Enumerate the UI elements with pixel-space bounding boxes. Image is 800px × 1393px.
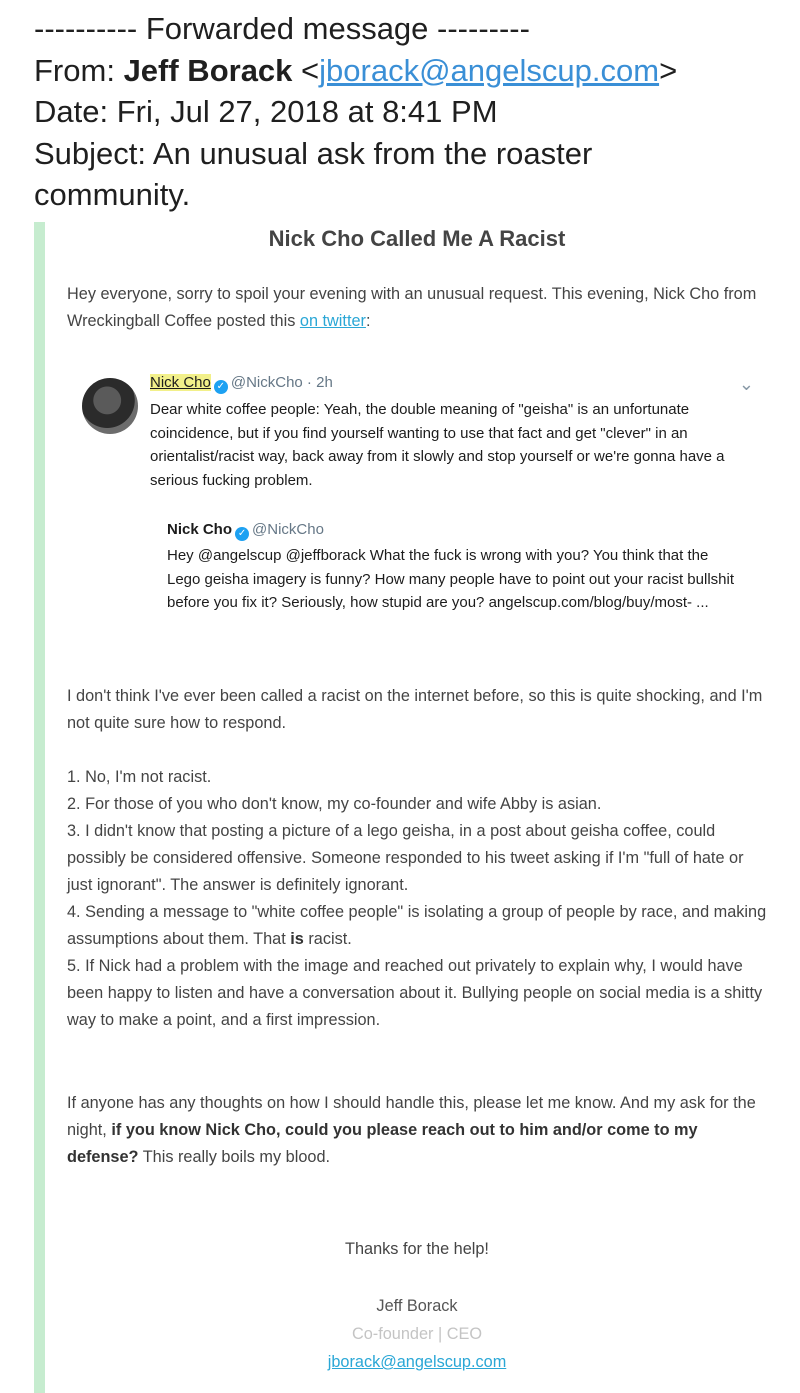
thanks-line: Thanks for the help! — [345, 1240, 489, 1258]
from-line — [34, 50, 794, 92]
twitter-link[interactable]: on twitter — [299, 312, 366, 330]
from-bracket-close: > — [659, 52, 678, 88]
list-item: 3. I didn't know that posting a picture of a lego geisha, in a post about geisha coffee, could possibly be considered offensive. Someone responded to his tweet asking if I'm "full of hate or just ignorant". The answer is definitely ignorant. — [67, 822, 744, 894]
verified-badge-icon: ✓ — [235, 527, 249, 541]
list-item: 5. If Nick had a problem with the image and reached out privately to explain why, I would have been happy to listen and have a conversation about it. Bullying people on social media is a shitty way to make a point, and a first impression. — [67, 957, 763, 1029]
list-item — [67, 899, 767, 953]
tweet-handle-time: @NickCho · 2h — [230, 374, 333, 391]
quoted-tweet-body: Hey @angelscup @jeffborack What the fuck is wrong with you? You think that the Lego geisha imagery is funny? How many people have to point out your racist bullshit before you fix it? Seriously, how stupid are you? angelscup.com/blog/buy/most- ... — [167, 547, 734, 611]
intro-paragraph — [67, 281, 767, 335]
signature-email-link[interactable]: jborack@angelscup.com — [327, 1353, 507, 1371]
ask-text-end: This really boils my blood. — [138, 1148, 331, 1166]
chevron-down-icon[interactable]: ⌄ — [738, 374, 754, 394]
quote-bar — [34, 222, 45, 1393]
quoted-author-name[interactable]: Nick Cho — [167, 521, 233, 538]
numbered-list — [67, 764, 767, 1034]
tweet-header — [150, 374, 333, 394]
date-line: Date: Fri, Jul 27, 2018 at 8:41 PM — [34, 94, 498, 129]
forwarded-line: ---------- Forwarded message --------- — [34, 11, 530, 46]
ask-bold: if you know Nick Cho, could you please reach out to him and/or come to my defense? — [67, 1121, 698, 1166]
subject-line-continued: community. — [34, 177, 191, 212]
tweet-author-name[interactable]: Nick Cho — [150, 374, 211, 391]
list-item-4-bold: is — [290, 930, 304, 948]
para-response: I don't think I've ever been called a racist on the internet before, so this is quite shocking, and I'm not quite sure how to respond. — [67, 687, 763, 732]
list-item: 1. No, I'm not racist. — [67, 768, 212, 786]
from-email-link[interactable]: jborack@angelscup.com — [319, 52, 660, 88]
tweet-body: Dear white coffee people: Yeah, the double meaning of "geisha" is an unfortunate coincidence, but if you find yourself wanting to use that fact and get "clever" in an orientalist/racist way, back away from it slowly and stop yourself or we're gonna have a serious fucking problem. — [150, 401, 725, 489]
embedded-tweet — [82, 366, 772, 666]
forwarded-header — [34, 8, 794, 216]
list-item: 2. For those of you who don't know, my co-founder and wife Abby is asian. — [67, 795, 602, 813]
list-item-4-end: racist. — [303, 930, 352, 948]
signature-name: Jeff Borack — [376, 1297, 458, 1315]
quoted-tweet-header — [167, 521, 324, 541]
intro-text: Hey everyone, sorry to spoil your evening with an unusual request. This evening, Nick Cho from Wreckingball Coffee posted this — [67, 285, 757, 330]
subject-line: Subject: An unusual ask from the roaster — [34, 135, 593, 171]
quoted-handle: @NickCho — [252, 521, 324, 538]
signature-title: Co-founder | CEO — [351, 1325, 482, 1343]
avatar[interactable] — [82, 378, 138, 434]
email-title: Nick Cho Called Me A Racist — [268, 226, 566, 251]
ask-text: If anyone has any thoughts on how I should handle this, please let me know. And my ask for the night, — [67, 1094, 756, 1139]
from-bracket-open: < — [292, 52, 320, 88]
verified-badge-icon: ✓ — [214, 380, 228, 394]
from-name: Jeff Borack — [123, 52, 293, 88]
ask-paragraph — [67, 1090, 767, 1171]
from-label: From: — [34, 52, 124, 88]
intro-end: : — [365, 312, 371, 330]
signature — [67, 1292, 767, 1376]
list-item-4-text: 4. Sending a message to "white coffee people" is isolating a group of people by race, and making assumptions about them. That — [67, 903, 767, 948]
